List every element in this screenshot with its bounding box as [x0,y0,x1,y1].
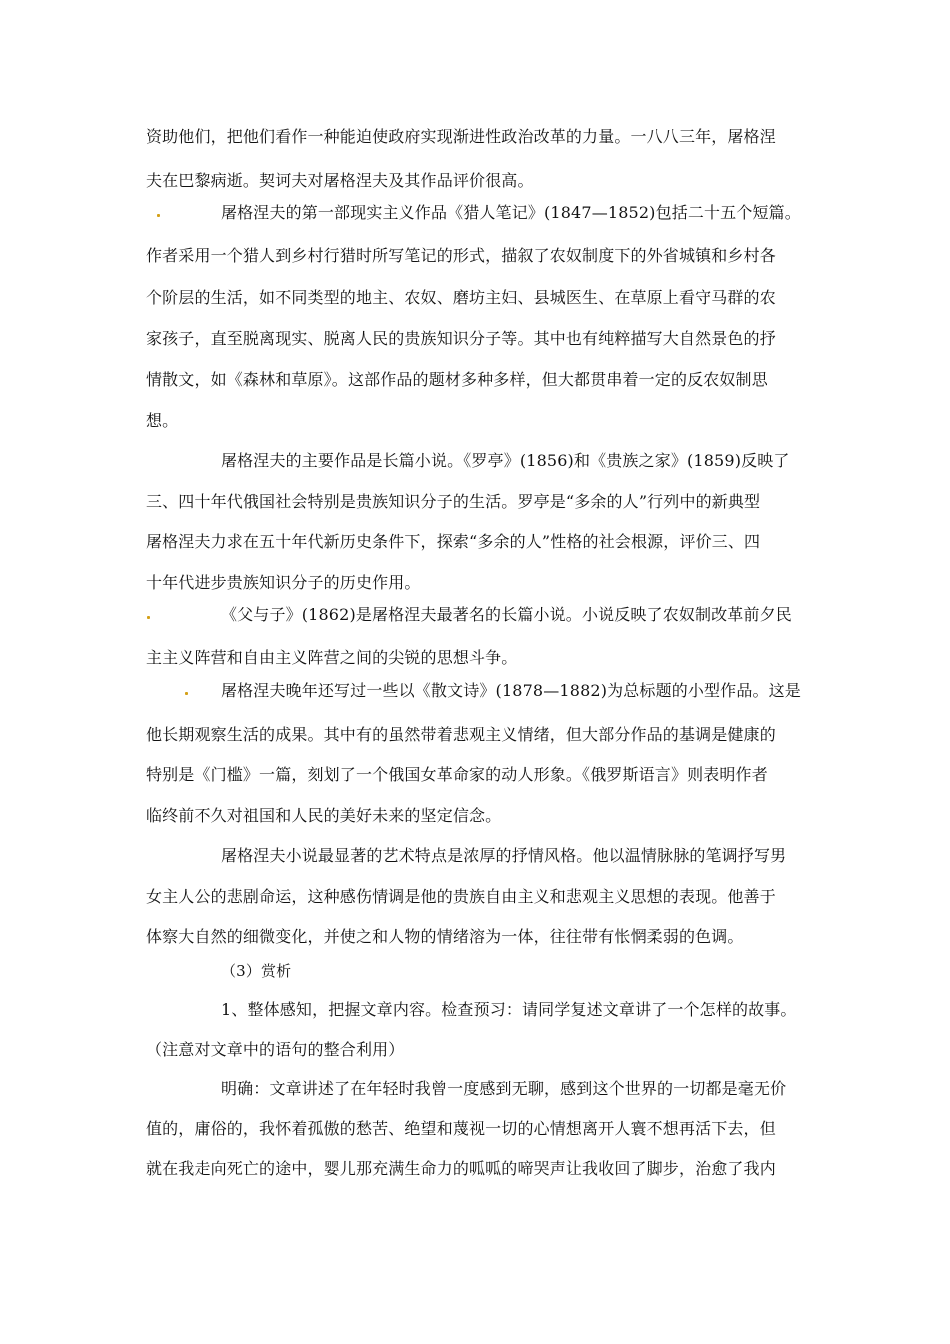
section-heading: （3）赏析 [221,962,292,980]
text-line: 屠格涅夫小说最显著的艺术特点是浓厚的抒情风格。他以温情脉脉的笔调抒写男 [221,846,787,865]
text-line: （注意对文章中的语句的整合利用） [146,1040,405,1059]
text-line: 主主义阵营和自由主义阵营之间的尖锐的思想斗争。 [146,648,518,667]
text-line: 体察大自然的细微变化，并使之和人物的情绪溶为一体，往往带有怅惘柔弱的色调。 [146,927,744,946]
text-line: 屠格涅夫晚年还写过一些以《散文诗》(1878—1882)为总标题的小型作品。这是 [221,681,801,700]
text-line: 情散文，如《森林和草原》。这部作品的题材多种多样，但大都贯串着一定的反农奴制思 [146,370,768,389]
text-line: 他长期观察生活的成果。其中有的虽然带着悲观主义情绪，但大部分作品的基调是健康的 [146,725,776,744]
text-line: 想。 [146,411,179,430]
text-line: 资助他们，把他们看作一种能迫使政府实现渐进性政治改革的力量。一八八三年，屠格涅 [146,127,776,146]
text-line: 明确：文章讲述了在年轻时我曾一度感到无聊，感到这个世界的一切都是毫无价 [221,1079,787,1098]
text-line: 值的，庸俗的，我怀着孤傲的愁苦、绝望和蔑视一切的心情想离开人寰不想再活下去，但 [146,1119,776,1138]
text-line: 十年代进步贵族知识分子的历史作用。 [146,573,421,592]
text-line: 个阶层的生活，如不同类型的地主、农奴、磨坊主妇、县城医生、在草原上看守马群的农 [146,288,776,307]
text-line: 作者采用一个猎人到乡村行猎时所写笔记的形式，描叙了农奴制度下的外省城镇和乡村各 [146,246,776,265]
text-line: 特别是《门槛》一篇，刻划了一个俄国女革命家的动人形象。《俄罗斯语言》则表明作者 [146,765,768,784]
text-line: 屠格涅夫的第一部现实主义作品《猎人笔记》(1847—1852)包括二十五个短篇。 [221,203,801,222]
text-line: 就在我走向死亡的途中，婴儿那充满生命力的呱呱的啼哭声让我收回了脚步，治愈了我内 [146,1159,776,1178]
text-line: 《父与子》(1862)是屠格涅夫最著名的长篇小说。小说反映了农奴制改革前夕民 [221,605,792,624]
text-line: 夫在巴黎病逝。契诃夫对屠格涅夫及其作品评价很高。 [146,171,534,190]
text-line: 家孩子，直至脱离现实、脱离人民的贵族知识分子等。其中也有纯粹描写大自然景色的抒 [146,329,776,348]
text-line: 临终前不久对祖国和人民的美好未来的坚定信念。 [146,806,502,825]
text-line: 1、整体感知，把握文章内容。检查预习：请同学复述文章讲了一个怎样的故事。 [221,1000,797,1019]
marker-dot [147,616,150,619]
text-line: 屠格涅夫力求在五十年代新历史条件下，探索“多余的人”性格的社会根源，评价三、四 [146,532,761,551]
marker-dot [185,692,188,695]
text-line: 三、四十年代俄国社会特别是贵族知识分子的生活。罗亭是“多余的人”行列中的新典型 [146,492,761,511]
text-line: 屠格涅夫的主要作品是长篇小说。《罗亭》(1856)和《贵族之家》(1859)反映了 [221,451,790,470]
text-line: 女主人公的悲剧命运，这种感伤情调是他的贵族自由主义和悲观主义思想的表现。他善于 [146,887,776,906]
marker-dot [157,214,160,217]
